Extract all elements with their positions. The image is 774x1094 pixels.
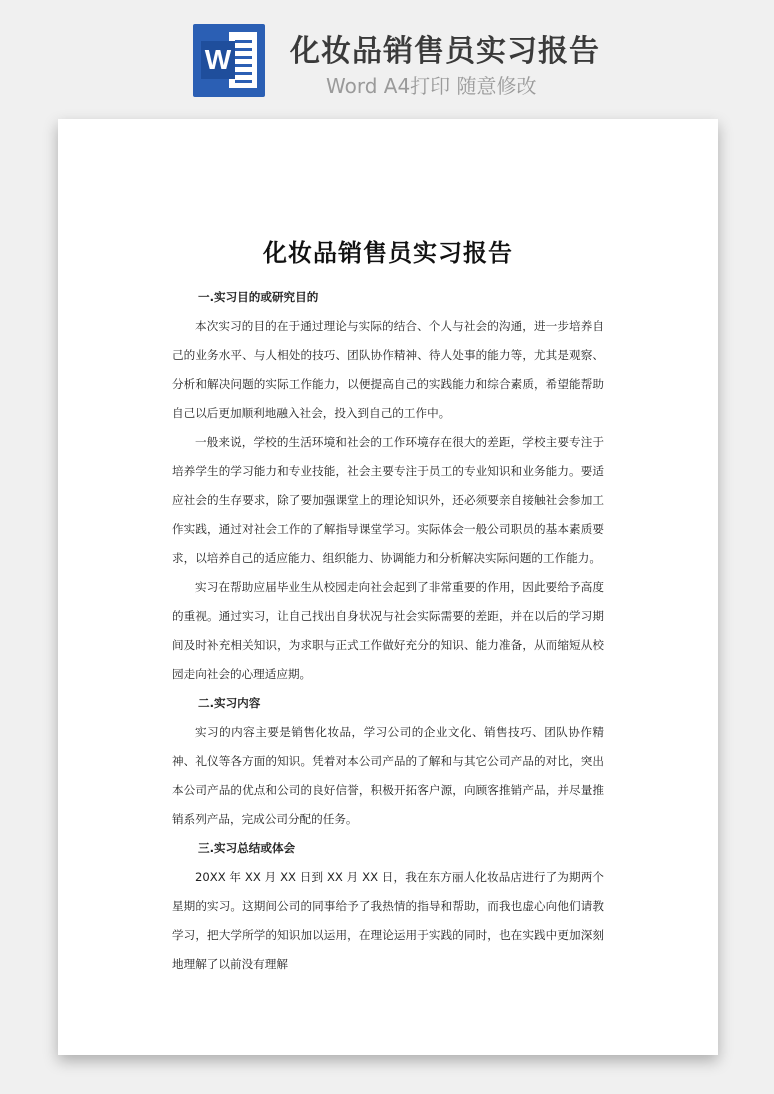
section-heading-3: 三.实习总结或体会 — [198, 841, 296, 855]
paragraph: 实习的内容主要是销售化妆品，学习公司的企业文化、销售技巧、团队协作精神、礼仪等各方面的知识。凭着对本公司产品的了解和与其它公司产品的对比，突出本公司产品的优点和公司的良好信誉，积极开拓客户源，向顾客推销产品，并尽量推销系列产品，完成公司分配的任务。 — [172, 725, 604, 826]
paragraph: 20XX 年 XX 月 XX 日到 XX 月 XX 日，我在东方丽人化妆品店进行了为期两个星期的实习。这期间公司的同事给予了我热情的指导和帮助，而我也虚心向他们请教学习，把大学所学的知识加以运用，在理论运用于实践的同时，也在实践中更加深刻地理解了以前没有理解 — [172, 870, 604, 971]
section-heading-2: 二.实习内容 — [198, 696, 261, 710]
paragraph: 一般来说，学校的生活环境和社会的工作环境存在很大的差距，学校主要专注于培养学生的学习能力和专业技能，社会主要专注于员工的专业知识和业务能力。要适应社会的生存要求，除了要加强课堂上的理论知识外，还必须要亲自接触社会参加工作实践，通过对社会工作的了解指导课堂学习。实际体会一般公司职员的基本素质要求，以培养自己的适应能力、组织能力、协调能力和分析解决实际问题的工作能力。 — [172, 435, 604, 565]
document-body — [172, 283, 604, 979]
paragraph: 本次实习的目的在于通过理论与实际的结合、个人与社会的沟通，进一步培养自己的业务水平、与人相处的技巧、团队协作精神、待人处事的能力等，尤其是观察、分析和解决问题的实际工作能力，以便提高自己的实践能力和综合素质，希望能帮助自己以后更加顺利地融入社会，投入到自己的工作中。 — [172, 319, 604, 420]
document-title: 化妆品销售员实习报告 — [263, 239, 513, 267]
word-logo-letter: W — [201, 41, 235, 79]
section-heading-1: 一.实习目的或研究目的 — [198, 290, 319, 304]
banner-title: 化妆品销售员实习报告 — [290, 34, 600, 69]
banner-subtitle: Word A4打印 随意修改 — [326, 74, 537, 98]
word-document-icon — [193, 24, 265, 97]
watermark: ​ — [87, 462, 109, 491]
document-page — [58, 119, 718, 1055]
header-banner — [0, 0, 774, 110]
paragraph: 实习在帮助应届毕业生从校园走向社会起到了非常重要的作用，因此要给予高度的重视。通过实习，让自己找出自身状况与社会实际需要的差距，并在以后的学习期间及时补充相关知识，为求职与正式工作做好充分的知识、能力准备，从而缩短从校园走向社会的心理适应期。 — [172, 580, 604, 681]
